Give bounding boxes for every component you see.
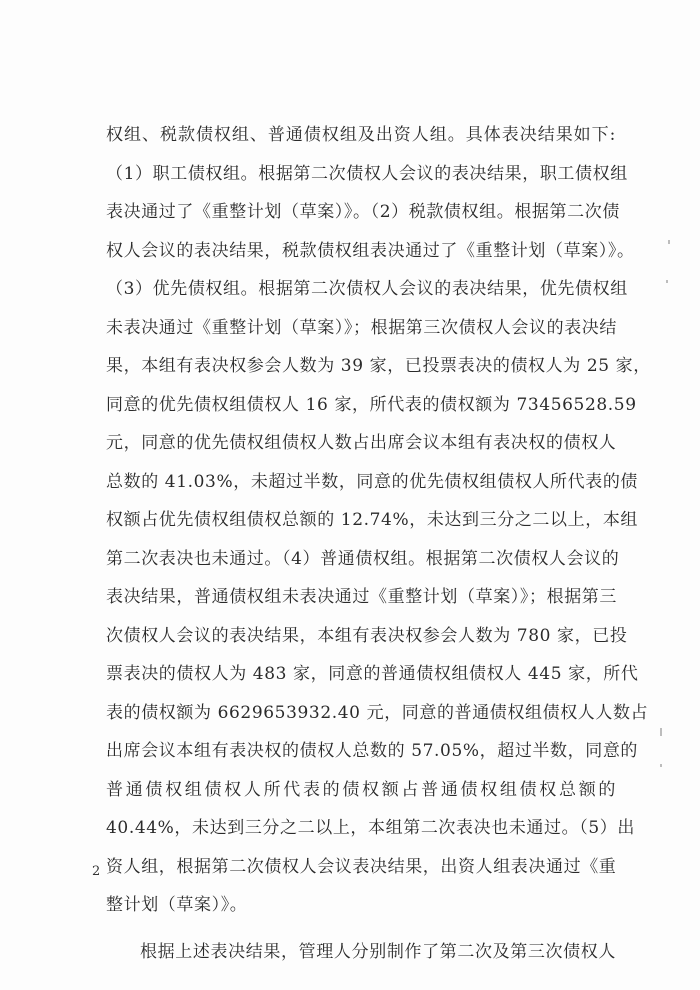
text-line: （1）职工债权组。根据第二次债权人会议的表决结果，职工债权组 (106, 163, 628, 184)
text-line: 未表决通过《重整计划（草案）》；根据第三次债权人会议的表决结 (106, 317, 617, 338)
text-line: 权人会议的表决结果，税款债权组表决通过了《重整计划（草案）》。 (106, 240, 635, 261)
scan-speck (660, 764, 662, 767)
text-line: 第二次表决也未通过。（4）普通债权组。根据第二次债权人会议的 (106, 548, 620, 569)
text-line: 元，同意的优先债权组债权人数占出席会议本组有表决权的债权人 (106, 433, 617, 453)
text-line: 表的债权额为 6629653932.40 元，同意的普通债权组债权人人数占 (106, 702, 649, 723)
paragraph-gap (106, 925, 616, 933)
text-line: 总数的 41.03%，未超过半数，同意的优先债权组债权人所代表的债 (106, 471, 639, 492)
text-line: 票表决的债权人为 483 家，同意的普通债权组债权人 445 家，所代 (106, 664, 639, 684)
text-line: 表决通过了《重整计划（草案）》。（2）税款债权组。根据第二次债 (106, 202, 620, 222)
text-line: 次债权人会议的表决结果，本组有表决权参会人数为 780 家，已投 (106, 625, 628, 646)
text-line: 表决结果，普通债权组未表决通过《重整计划（草案）》；根据第三 (106, 587, 617, 607)
page-number: 2 (92, 864, 101, 879)
scan-speck (668, 240, 670, 244)
text-line: 权组、税款债权组、普通债权组及出资人组。具体表决结果如下: (106, 125, 616, 145)
text-line: 同意的优先债权组债权人 16 家，所代表的债权额为 73456528.59 (106, 394, 637, 415)
text-line: 普通债权组债权人所代表的债权额占普通债权组债权总额的 (106, 779, 616, 800)
scan-speck (666, 280, 668, 283)
text-line: 根据上述表决结果，管理人分别制作了第二次及第三次债权人 (140, 941, 616, 962)
text-line: 资人组，根据第二次债权人会议表决结果，出资人组表决通过《重 (106, 856, 617, 877)
text-line: 果，本组有表决权参会人数为 39 家，已投票表决的债权人为 25 家， (106, 356, 651, 376)
text-line: （3）优先债权组。根据第二次债权人会议的表决结果，优先债权组 (106, 279, 628, 299)
text-line: 出席会议本组有表决权的债权人总数的 57.05%，超过半数，同意的 (106, 741, 639, 761)
scan-speck (660, 728, 662, 736)
document-body (106, 116, 651, 971)
text-line: 权额占优先债权组债权总额的 12.74%，未达到三分之二以上，本组 (106, 510, 639, 530)
text-line: 整计划（草案）》。 (106, 895, 248, 915)
text-line: 40.44%，未达到三分之二以上，本组第二次表决也未通过。（5）出 (106, 818, 635, 838)
